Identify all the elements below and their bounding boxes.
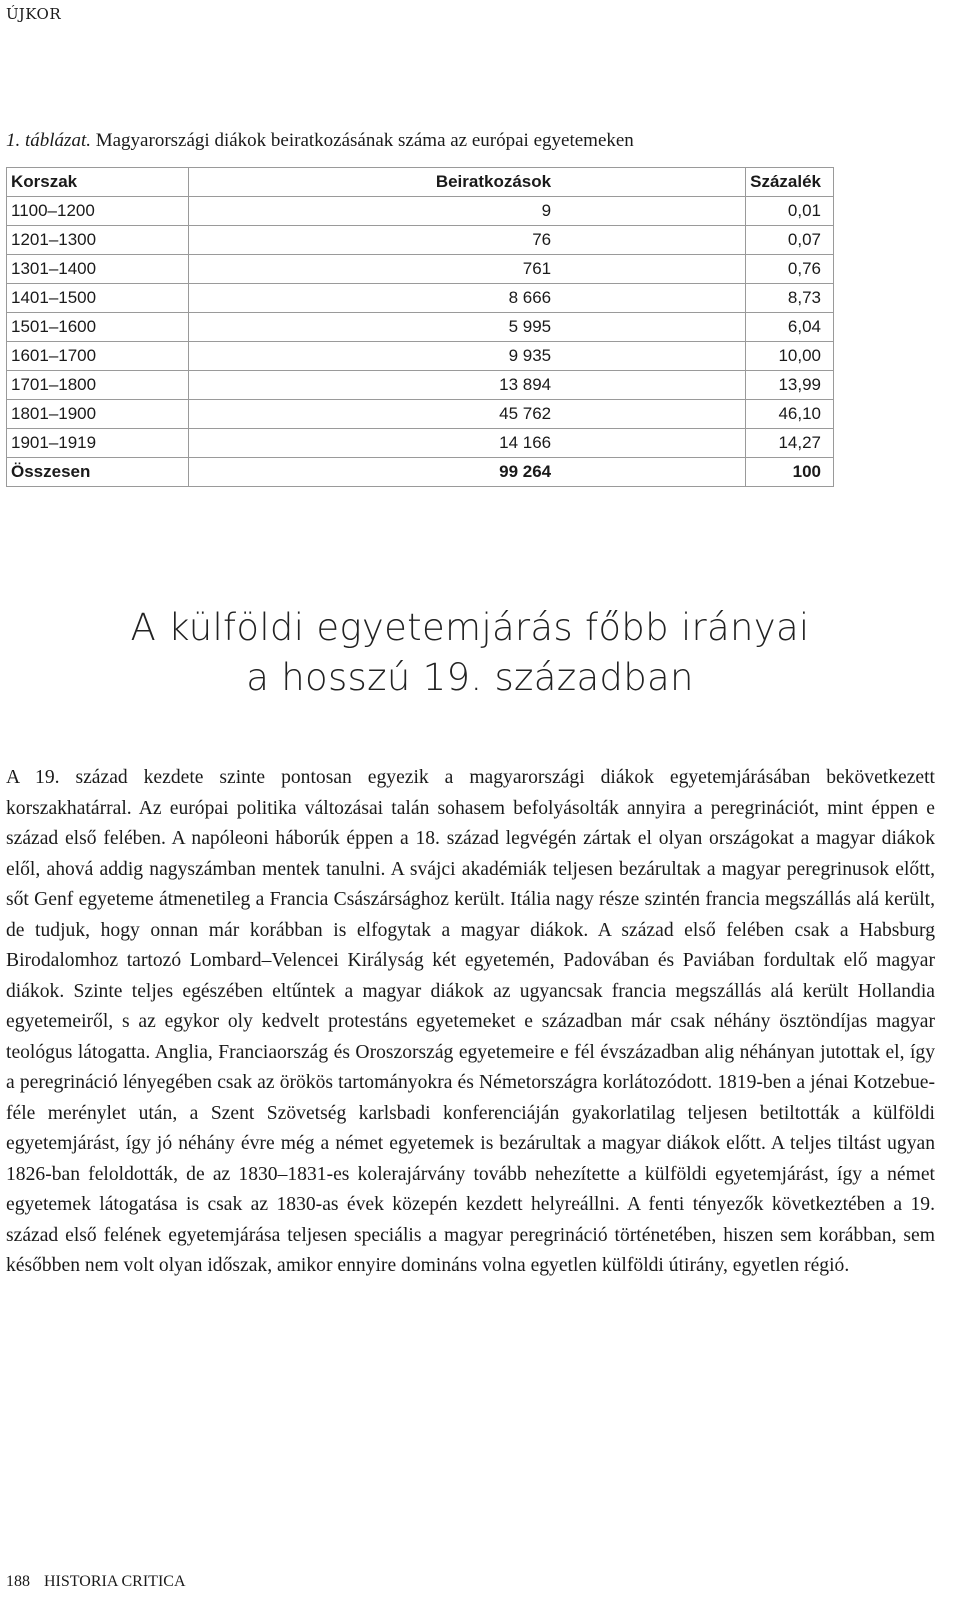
section-heading-line-1: A külföldi egyetemjárás főbb irányai (130, 606, 810, 649)
table-total-row (7, 458, 834, 487)
cell-percent: 0,01 (746, 197, 834, 226)
table-row (7, 400, 834, 429)
table-header-row (7, 168, 834, 197)
enrollment-table (6, 167, 834, 487)
cell-total-percent: 100 (746, 458, 834, 487)
cell-percent: 46,10 (746, 400, 834, 429)
cell-enrollments: 76 (188, 226, 745, 255)
cell-percent: 10,00 (746, 342, 834, 371)
page-footer (6, 1573, 186, 1591)
cell-percent: 0,07 (746, 226, 834, 255)
cell-enrollments: 14 166 (188, 429, 745, 458)
table-caption-text: Magyarországi diákok beiratkozásának száma az európai egyetemeken (90, 130, 634, 151)
cell-period: 1301–1400 (7, 255, 189, 284)
cell-enrollments: 13 894 (188, 371, 745, 400)
cell-period: 1601–1700 (7, 342, 189, 371)
cell-period: 1100–1200 (7, 197, 189, 226)
cell-enrollments: 761 (188, 255, 745, 284)
table-row (7, 429, 834, 458)
table-row (7, 371, 834, 400)
section-heading (0, 603, 940, 703)
column-header-enrollments: Beiratkozások (188, 168, 745, 197)
cell-total-label: Összesen (7, 458, 189, 487)
running-header: ÚJKOR (6, 5, 62, 23)
cell-period: 1701–1800 (7, 371, 189, 400)
cell-enrollments: 9 (188, 197, 745, 226)
page-number: 188 (6, 1573, 30, 1590)
section-heading-line-2: a hosszú 19. században (246, 656, 694, 699)
table-row (7, 197, 834, 226)
cell-enrollments: 45 762 (188, 400, 745, 429)
table-caption (6, 130, 634, 152)
cell-percent: 8,73 (746, 284, 834, 313)
table-row (7, 255, 834, 284)
cell-period: 1501–1600 (7, 313, 189, 342)
cell-period: 1401–1500 (7, 284, 189, 313)
cell-percent: 14,27 (746, 429, 834, 458)
cell-percent: 0,76 (746, 255, 834, 284)
column-header-percent: Százalék (746, 168, 834, 197)
cell-period: 1201–1300 (7, 226, 189, 255)
cell-enrollments: 5 995 (188, 313, 745, 342)
cell-period: 1901–1919 (7, 429, 189, 458)
table-caption-label: 1. táblázat. (6, 130, 91, 151)
journal-title: HISTORIA CRITICA (44, 1573, 186, 1590)
table-row (7, 342, 834, 371)
cell-percent: 13,99 (746, 371, 834, 400)
cell-enrollments: 9 935 (188, 342, 745, 371)
column-header-period: Korszak (7, 168, 189, 197)
cell-enrollments: 8 666 (188, 284, 745, 313)
table-row (7, 313, 834, 342)
table-row (7, 226, 834, 255)
body-paragraph: A 19. század kezdete szinte pontosan egyezik a magyarországi diákok egyetemjárásában bekövetkezett korszakhatárral. Az európai politika változásai talán sohasem befolyásolták annyira a peregrinációt, mint éppen e század első felében. A napóleoni háborúk éppen a 18. század legvégén zártak el olyan országokat a magyar diákok elől, ahová addig nagyszámban mentek tanulni. A svájci akadémiák teljesen bezárultak a magyar peregrinusok előtt, sőt Genf egyeteme átmenetileg a Francia Császársághoz került. Itália nagy része szintén francia megszállás alá került, de tudjuk, hogy onnan már korábban is elfogytak a magyar diákok. A század első felében csak a Habsburg Birodalomhoz tartozó Lombard–Velencei Királyság két egyetemén, Padovában és Paviában fordultak elő magyar diákok. Szinte teljes egészében eltűntek a magyar diákok az ugyancsak francia megszállás alá került Hollandia egyetemeiről, s az egykor oly kedvelt protestáns egyetemeket e században már csak néhány ösztöndíjas magyar teológus látogatta. Anglia, Franciaország és Oroszország egyetemeire e fél évszázadban alig néhányan jutottak el, így a peregrináció lényegében csak az örökös tartományokra és Németországra korlátozódott. 1819-ben a jénai Kotzebue-féle merénylet után, a Szent Szövetség karlsbadi konferenciáján gyakorlatilag teljesen betiltották a külföldi egyetemjárást, így jó néhány évre még a német egyetemek is bezárultak a magyar diákok előtt. A teljes tiltást ugyan 1826-ban feloldották, de az 1830–1831-es kolerajárvány tovább nehezítette a külföldi egyetemjárást, így a német egyetemek látogatása is csak az 1830-as évek közepén kezdett helyreállni. A fenti tényezők következtében a 19. század első felének egyetemjárása teljesen speciális a magyar peregrináció történetében, hiszen sem korábban, sem későbben nem volt olyan időszak, amikor ennyire domináns volna egyetlen külföldi útirány, egyetlen régió. (6, 767, 935, 1276)
table-row (7, 284, 834, 313)
cell-period: 1801–1900 (7, 400, 189, 429)
cell-percent: 6,04 (746, 313, 834, 342)
cell-total-enrollments: 99 264 (188, 458, 745, 487)
